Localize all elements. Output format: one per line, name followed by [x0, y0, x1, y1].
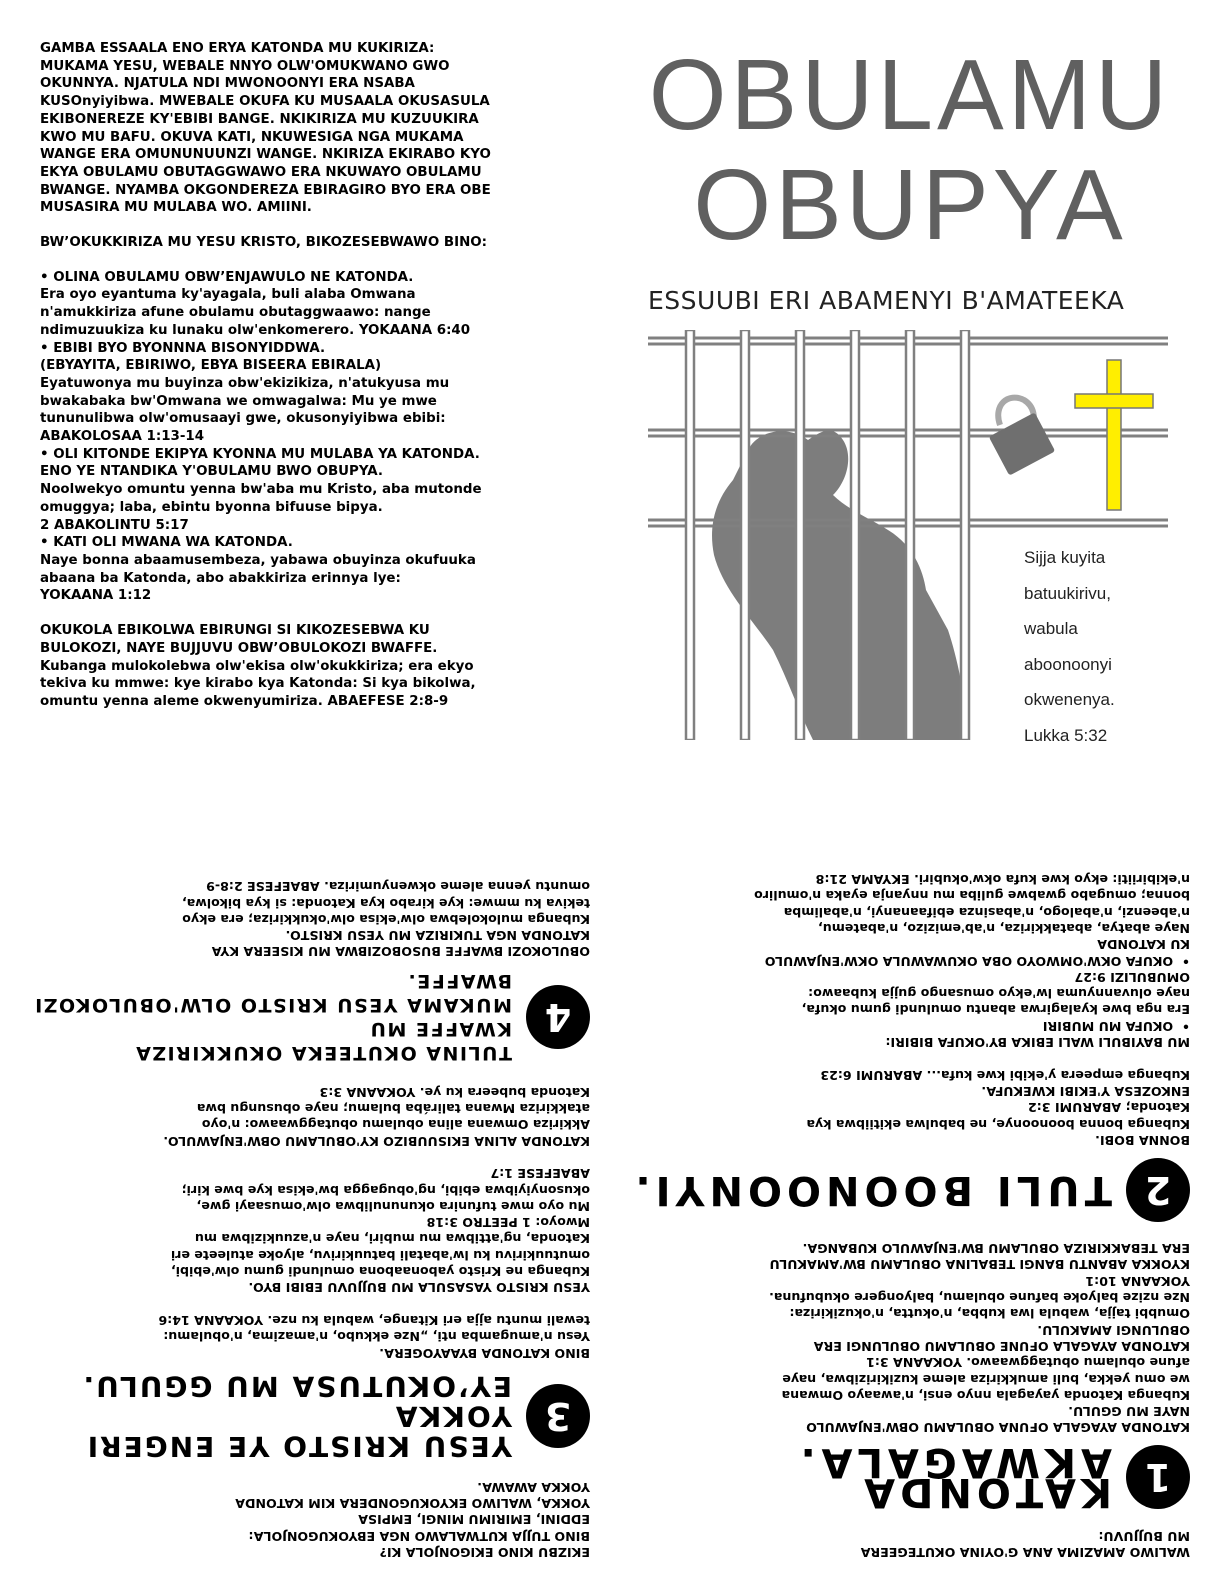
verse-line: batuukirivu, — [1024, 583, 1111, 603]
panel-cover — [640, 40, 1180, 760]
verse-reference: Lukka 5:32 — [1024, 725, 1108, 745]
section-3-text: BINO KATONDA BYAAYOGERA. Yesu n'amugamba nti, „Nze ekkubo, n'amazima, n'obulamu: tewali muntu ajja eri Kitange, wabula ku nze. YOKAANA 14:6 YESU KRISTO YASASULA MU BUJJUVU EBIBI BYO. Kubanga ne Kristo yabonaabona omulundi gumu olw'ebibi, omutuukirivu ku lw'abatali batuukirivu, alyoke atuleete eri Katonda, ng'attibwa mu mubiri, naye n'azuukizibwa mu Mwoyo: 1 PEETRO 3:18 Mu oyo mwe tufunira okununulibwa olw'omusaayi gwe, okusonyiyibwa ebibi, ng'obugagga bw'ekisa kye bwe kiri; ABAEFESE 1:7 KATONDA ALINA EKISUUBIZO KY'OBULAMU OBW'ENJAWULO. Akkiriza Omwana alina obulamu obutaggwaawo: n'oyo atakkiriza Mwana talirába bulamu; naye obusungu bwa Katonda bubeera ku ye. YOKAANA 3:3 — [158, 1084, 590, 1361]
heading-4-text: TULINA OKUTEEKA OKUKKIRIZA KWAFFE MU MUKAMA YESU KRISTO OLW'OBULOKOZI BWAFFE. — [33, 970, 512, 1065]
number-badge-3: 3 — [526, 1384, 590, 1448]
section-1-text: KATONDA AYAGALA OFUNA OBULAMU OBW'ENJAWULO NAYE MU GGULU. Kubanga Katonda yayagala nnyo ensi, n'awaayo Omwana we omu yekka, buli amukkiriza aleme kuzikirizibwa, naye afune obulamu obutaggwaawo. YOKAANA 3:1 KATONDA AYAGALA OFUNE OBULAMU OBULUNGI ERA OBULUNGI AMAKULU. Omubbi tajja, wabula lwa kubba, n'okutta, n'okuzikiriza: Nze nzize balyoke bafune obulamu, balyongere okubufuna. YOKAANA 10:1 KYOKKA ABANTU BANGI TEBALINA OBULAMU BW'AMAKULU ERA TEBAKKIRIZA OBULAMU BW'ENJAWULO KUBANGA. — [769, 1241, 1190, 1436]
heading-2-text: TULI BOONOONYI. — [630, 1166, 1112, 1213]
verse-line: wabula — [1024, 619, 1078, 638]
number-badge-1: 1 — [1126, 1445, 1190, 1509]
heading-4 — [30, 969, 590, 1065]
cover-subtitle: ESSUUBI ERI ABAMENYI B'AMATEEKA — [648, 286, 1125, 315]
prisoner-silhouette-icon — [712, 431, 968, 740]
number-badge-2: 2 — [1126, 1158, 1190, 1222]
heading-1-text: KATONDA AKWAGALA. — [795, 1439, 1112, 1516]
section-2-text: BONNA BOBI. Kubanga bonna boonoonye, ne babulwa ekitiibwa kya Katonda; ABARUMI 3:2 ENKOZESA Y'EKIBI KWEKUFA. Kubanga empeera y'ekibi kwe kufa... ABARUMI 6:23 MU BAYIBULI WALI EBIKA BY'OKUFA BIBIRI: • OKUFA MU MUBIRI Era nga bwe kyalagirwa abantu omulundi gumu okufa, naye oluvannyuma lw'ekyo omusango gujja kubaawo: OMUBULIZI 9:27 • OKUFA OKW'OMWOYO OBA OKUWAWULA OKW'ENJAWULO KU KATONDA Naye abatya, abatakkiriza, n'ab'emizizo, n'abatemu, n'abeenzi, n'abalogo, n'abasinza ebifaananyi, n'abalimba bonna; omugabo gwabwe guliba mu nnyanja eyaka n'omuliro n'ekibiriiti: ekyo kwe kufa okw'okubiri. EKYAMA 21:8 — [754, 872, 1190, 1148]
heading-2 — [630, 1158, 1190, 1222]
verse-line: Sijja kuyita — [1024, 548, 1106, 567]
cover-title-line1: OBULAMU — [648, 39, 1172, 151]
prayer-text: GAMBA ESSAALA ENO ERYA KATONDA MU KUKIRIZA: MUKAMA YESU, WEBALE NNYO OLW'OMUKWANO GWO OKUNNYA. NJATULA NDI MWONOONYI ERA NSABA KUSOnyiyibwa. MWEBALE OKUFA KU MUSAALA OKUSASULA EKIBONEREZE KY'EBIBI BANGE. NKIKIRIZA MU KUZUUKIRA KWO MU BAFU. OKUVA KATI, NKUWESIGA NGA MUKAMA WANGE ERA OMUNUNUUNZI WANGE. NKIRIZA EKIRABO KYO EKYA OBULAMU OBUTAGGWAWO ERA NKUWAYO OBULAMU BWANGE. NYAMBA OKGONDEREZA EBIRAGIRO BYO ERA OBE MUSASIRA MU MULABA WO. AMIINI. — [40, 41, 491, 216]
section-4-text: OBULOKOZI BWAFFE BUSOBOZIBWA MU KISEERA KYA KATONDA NGA TUKIRIZA MU YESU KRISTO. Kubanga mulokolebwa olw'ekisa olw'okukkiriza; era ekyo tekiva ku mmwe: kye kirabo kya Katonda: si kya bikolwa, omuntu yenna aleme okwenyumiriza. ABAEFESE 2:8-9 — [181, 879, 590, 960]
benefits-list: • OLINA OBULAMU OBW’ENJAWULO NE KATONDA. Era oyo eyantuma ky'ayagala, buli alaba Omwana n'amukkiriza afune obulamu obutaggwaawo: nange ndimuzuukiza ku lunaku olw'enkomerero. YOKAANA 6:40 • EBIBI BYO BYONNNA BISONYIDDWA. (EBYAYITA, EBIRIWO, EBYA BISEERA EBIRALA) Eyatuwonya mu buyinza obw'ekizikiza, n'atukyusa mu bwakabaka bw'Omwana we omwagalwa: Mu ye mwe tununulibwa olw'omusaayi gwe, okusonyiyibwa ebibi: ABAKOLOSAA 1:13-14 • OLI KITONDE EKIPYA KYONNA MU MULABA YA KATONDA. ENO YE NTANDIKA Y'OBULAMU BWO OBUPYA. Noolwekyo omuntu yenna bw'aba mu Kristo, aba mutonde omuggya; laba, ebintu byonna bifuuse bipya. 2 ABAKOLINTU 5:17 • KATI OLI MWANA WA KATONDA. Naye bonna abaamusembeza, yabawa obuyinza okufuuka abaana ba Katonda, abo abakkiriza erinnya lye: YOKAANA 1:12 — [40, 269, 482, 604]
benefits-intro: BW’OKUKKIRIZA MU YESU KRISTO, BIKOZESEBWAWO BINO: — [40, 235, 488, 251]
heading-3-text: YESU KRISTO YE ENGERI YOKKA EY’OKUTUSA MU GGULU. — [81, 1369, 512, 1463]
padlock-icon — [989, 398, 1056, 476]
intro-text: EKIZBU KINO EKIGONJOLA KI? BINO TUJJA KUTWALAWO NGA EBYOKUGONJOLA: EDDINI, EMIRIMU MINGI, EMPISA YOKKA, WALIWO EKYOKUGONDERA KIM KATONDA YOKKA AWAWA. — [235, 1479, 590, 1560]
verse-line: okwenenya. — [1024, 690, 1115, 709]
verse-line: aboonoonyi — [1024, 654, 1112, 674]
panel-sections-1-2 — [630, 800, 1190, 1560]
panel-sections-3-4 — [30, 800, 590, 1560]
panel-prayer — [40, 40, 580, 760]
cover-verse — [1024, 540, 1115, 753]
intro-text: WALIWO AMAZIMA ANA G'OYINA OKUTEGEERA MU BUJJUVU: — [860, 1528, 1190, 1560]
number-badge-4: 4 — [526, 985, 590, 1049]
closing-text: OKUKOLA EBIKOLWA EBIRUNGI SI KIKOZESEBWA KU BULOKOZI, NAYE BUJJUVU OBW’OBULOKOZI BWAFFE. Kubanga mulokolebwa olw'ekisa olw'okukkiriza; era ekyo tekiva ku mmwe: kye kirabo kya Katonda: Si kya bikolwa, omuntu yenna aleme okwenyumiriza. ABAEFESE 2:8-9 — [40, 623, 476, 709]
cover-title-line2: OBUPYA — [693, 149, 1127, 261]
heading-1 — [630, 1439, 1190, 1516]
heading-3 — [30, 1371, 590, 1461]
